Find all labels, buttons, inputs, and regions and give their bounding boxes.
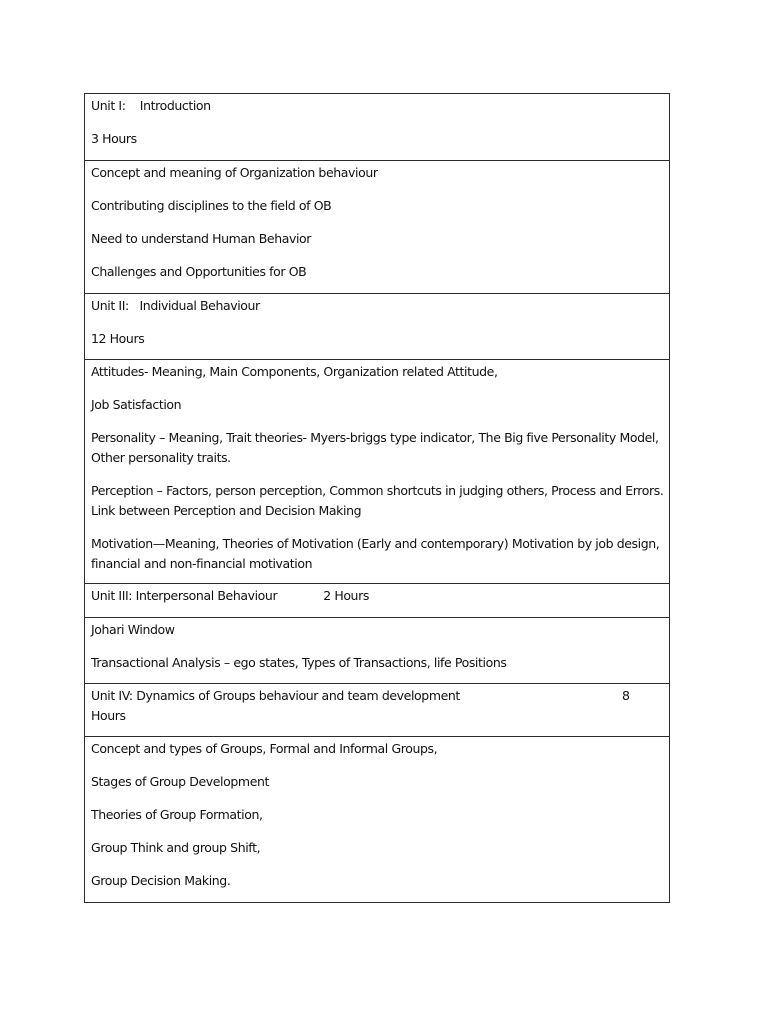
unit-4-topic: Concept and types of Groups, Formal and Informal Groups, [91,741,438,756]
unit-4-heading [91,686,663,706]
unit-3-hours: 2 Hours [323,588,369,603]
unit-4-hours-word: Hours [91,708,126,723]
unit-4-topic: Group Think and group Shift, [91,840,261,855]
unit-4-topics-row [85,736,669,902]
unit-1-topic: Need to understand Human Behavior [91,231,312,246]
unit-2-hours: 12 Hours [91,331,145,346]
unit-1-title: Unit I: Introduction [91,98,211,113]
unit-1-heading-row [85,94,669,160]
unit-2-title: Unit II: Individual Behaviour [91,298,260,313]
unit-4-heading-row [85,683,669,736]
unit-1-hours: 3 Hours [91,131,137,146]
unit-2-topic: Job Satisfaction [91,397,182,412]
unit-4-topic: Stages of Group Development [91,774,270,789]
unit-3-title: Unit III: Interpersonal Behaviour [91,588,278,603]
unit-2-topic: Motivation—Meaning, Theories of Motivation (Early and contemporary) Motivation by job design, financial and non-financial motivation [91,536,663,571]
unit-1-topics-row [85,160,669,293]
unit-3-topics-row [85,617,669,683]
unit-4-topic: Group Decision Making. [91,873,231,888]
unit-3-heading [91,586,663,606]
unit-1-topic: Challenges and Opportunities for OB [91,264,307,279]
unit-2-topic: Attitudes- Meaning, Main Components, Organization related Attitude, [91,364,498,379]
unit-4-hours-number: 8 [622,688,630,703]
unit-3-heading-row [85,583,669,617]
unit-3-topic: Transactional Analysis – ego states, Types of Transactions, life Positions [91,655,507,670]
unit-2-heading-row [85,293,669,359]
unit-1-topic: Contributing disciplines to the field of OB [91,198,332,213]
unit-4-topic: Theories of Group Formation, [91,807,263,822]
unit-3-topic: Johari Window [91,622,175,637]
syllabus-table [84,93,670,903]
unit-1-topic: Concept and meaning of Organization behaviour [91,165,378,180]
unit-2-topic: Perception – Factors, person perception, Common shortcuts in judging others, Process and Errors. Link between Perception and Decision Making [91,483,667,518]
unit-2-topic: Personality – Meaning, Trait theories- Myers-briggs type indicator, The Big five Personality Model, Other personality traits. [91,430,663,465]
unit-2-topics-row [85,359,669,583]
unit-4-title: Unit IV: Dynamics of Groups behaviour and team development [91,688,460,703]
